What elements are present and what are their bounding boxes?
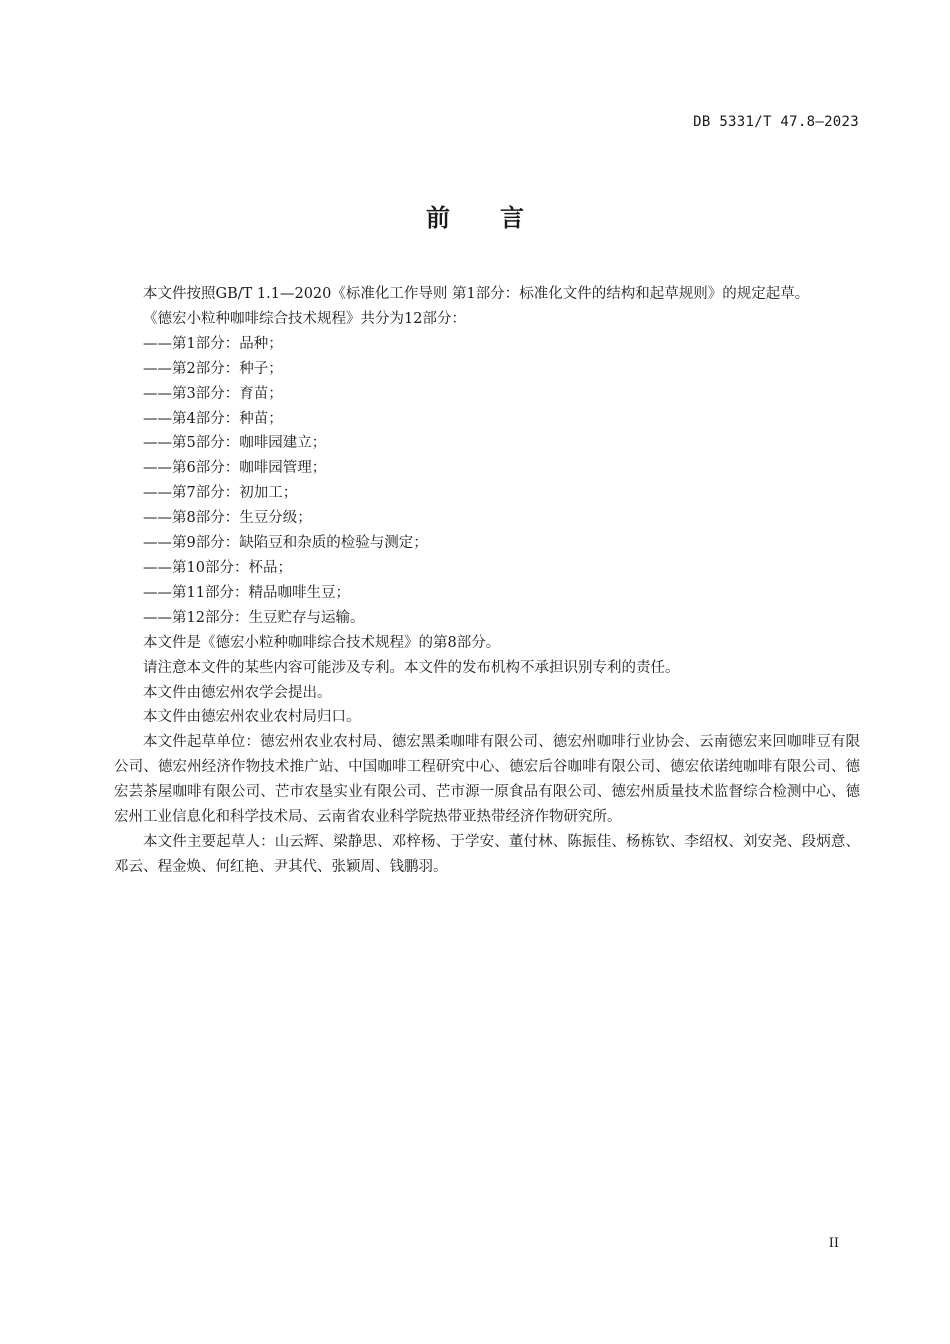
drafters-paragraph: 本文件主要起草人：山云辉、梁静思、邓梓杨、于学安、董付林、陈振佳、杨栋钦、李绍权、刘安尧、段炳意、邓云、程金焕、何红艳、尹其代、张颖周、钱鹏羽。 (114, 833, 860, 875)
list-item: ——第4部分：种苗； (143, 410, 283, 427)
patent-notice-paragraph: 请注意本文件的某些内容可能涉及专利。本文件的发布机构不承担识别专利的责任。 (143, 659, 680, 676)
proposed-by-paragraph: 本文件由德宏州农学会提出。 (143, 684, 332, 701)
list-item: ——第7部分：初加工； (143, 485, 298, 502)
list-item: ——第1部分：品种； (143, 335, 283, 352)
list-item: ——第12部分：生豆贮存与运输。 (143, 609, 365, 626)
list-item: ——第3部分：育苗； (143, 385, 283, 402)
list-item: ——第9部分：缺陷豆和杂质的检验与测定； (143, 535, 428, 552)
centralized-by-paragraph: 本文件由德宏州农业农村局归口。 (143, 709, 361, 726)
list-item: ——第11部分：精品咖啡生豆； (143, 584, 350, 601)
page-title: 前言 (426, 204, 574, 232)
list-item: ——第6部分：咖啡园管理； (143, 460, 327, 477)
list-item: ——第10部分：杯品； (143, 559, 292, 576)
page-number: II (828, 1236, 839, 1251)
document-code: DB 5331/T 47.8—2023 (693, 114, 859, 130)
drafting-units-paragraph: 本文件起草单位：德宏州农业农村局、德宏黑柔咖啡有限公司、德宏州咖啡行业协会、云南德宏来回咖啡豆有限公司、德宏州经济作物技术推广站、中国咖啡工程研究中心、德宏后谷咖啡有限公司、德宏依诺纯咖啡有限公司、德宏芸茶屋咖啡有限公司、芒市农垦实业有限公司、芒市源一原食品有限公司、德宏州质量技术监督综合检测中心、德宏州工业信息化和科学技术局、云南省农业科学院热带亚热带经济作物研究所。 (114, 734, 860, 826)
series-paragraph: 《德宏小粒种咖啡综合技术规程》共分为12部分： (143, 310, 466, 327)
intro-paragraph: 本文件按照GB/T 1.1—2020《标准化工作导则 第1部分：标准化文件的结构和起草规则》的规定起草。 (143, 286, 810, 302)
parts-list (114, 332, 860, 631)
list-item: ——第5部分：咖啡园建立； (143, 435, 327, 452)
foreword-body (114, 282, 860, 880)
list-item: ——第8部分：生豆分级； (143, 510, 312, 527)
list-item: ——第2部分：种子； (143, 360, 283, 377)
this-part-paragraph: 本文件是《德宏小粒种咖啡综合技术规程》的第8部分。 (143, 634, 501, 651)
